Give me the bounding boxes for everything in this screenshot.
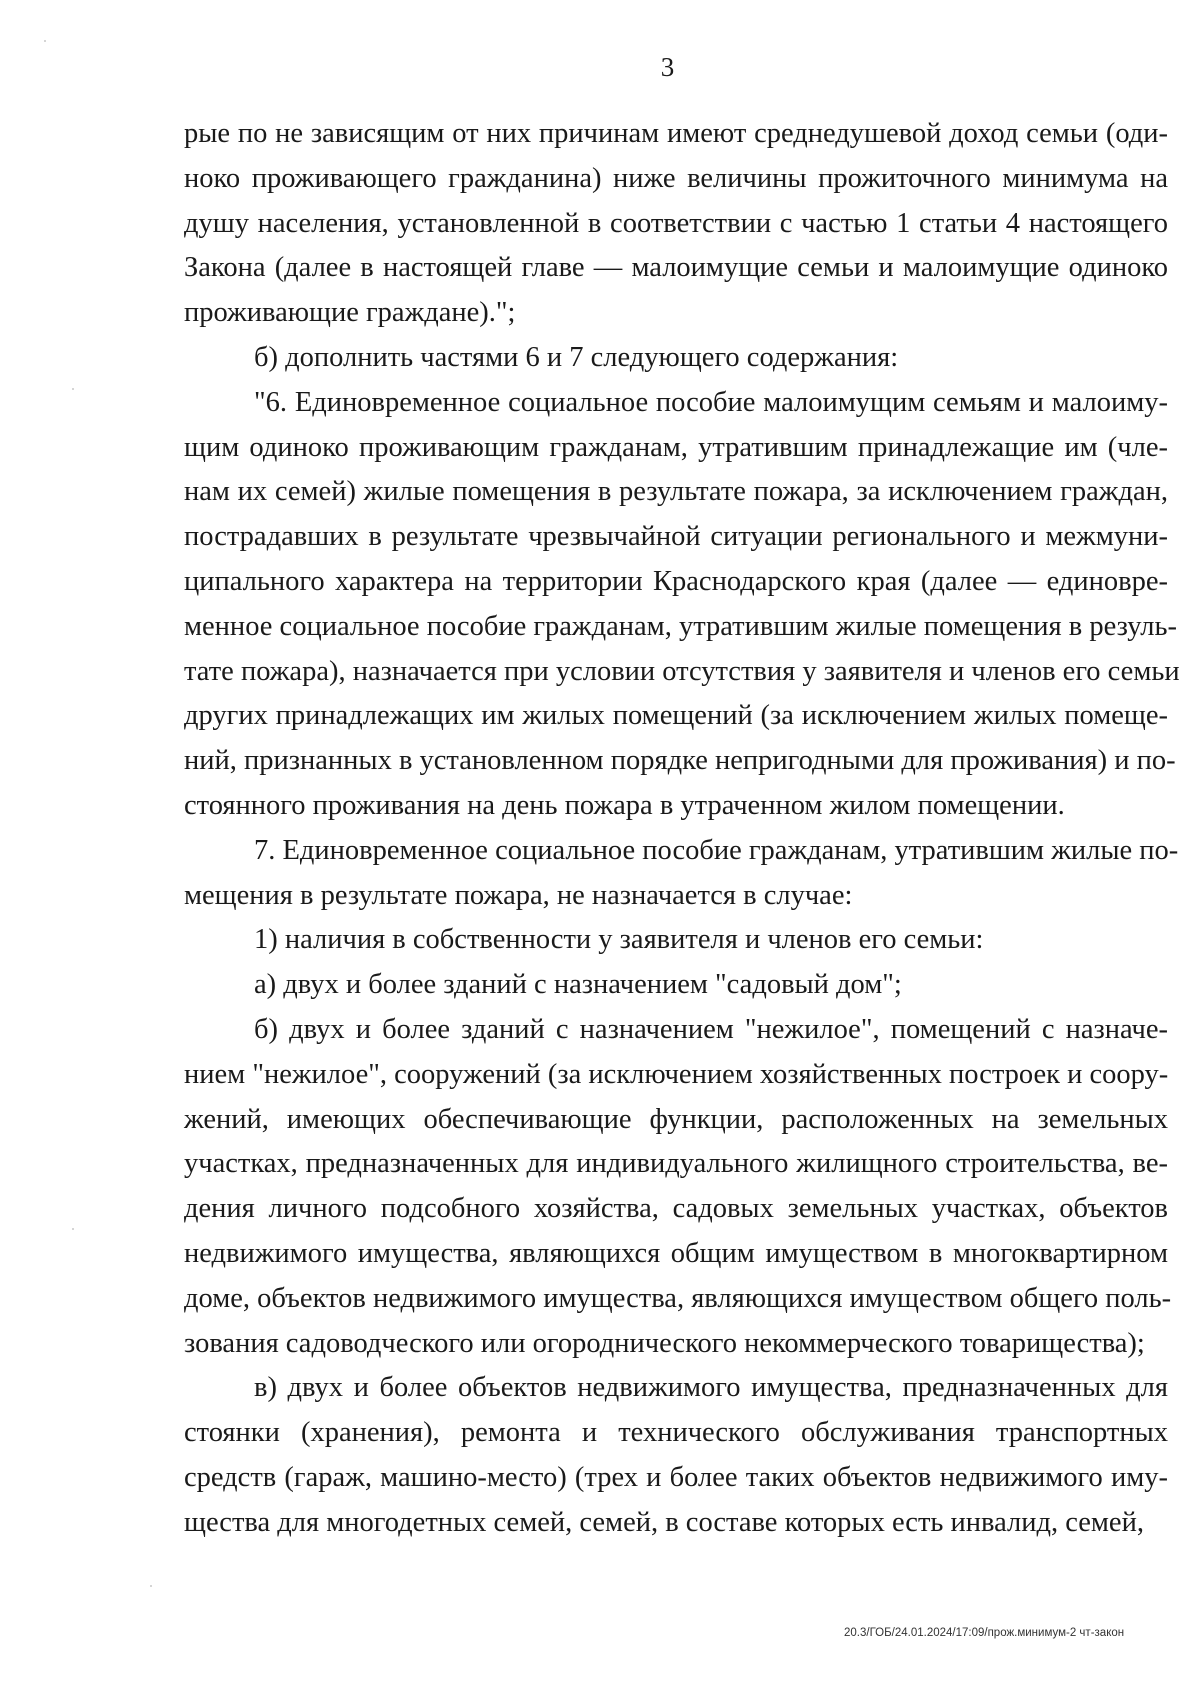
paragraph <box>184 1366 1168 1545</box>
scan-speck <box>72 1228 74 1230</box>
text-line: ний, признанных в установленном порядке непригодными для проживания) и по- <box>184 745 1176 777</box>
text-line: б) двух и более зданий с назначением "нежилое", помещений с назначе- <box>254 1013 1168 1045</box>
text-line: средств (гараж, машино-место) (трех и более таких объектов недвижимого иму- <box>184 1461 1168 1493</box>
text-line: ципального характера на территории Краснодарского края (далее — единовре- <box>184 565 1168 597</box>
scan-speck <box>44 40 46 42</box>
text-line: жений, имеющих обеспечивающие функции, расположенных на земельных <box>184 1103 1168 1135</box>
text-line: недвижимого имущества, являющихся общим имуществом в многоквартирном <box>184 1237 1168 1269</box>
paragraph <box>184 918 1168 963</box>
text-line: стоянки (хранения), ремонта и технического обслуживания транспортных <box>184 1417 1168 1449</box>
text-line: 1) наличия в собственности у заявителя и членов его семьи: <box>254 924 984 956</box>
text-line: Закона (далее в настоящей главе — малоимущие семьи и малоимущие одиноко <box>184 252 1168 284</box>
text-line: щим одиноко проживающим гражданам, утратившим принадлежащие им (чле- <box>184 431 1168 463</box>
scan-speck <box>72 388 74 390</box>
page-number: 3 <box>660 52 675 82</box>
text-line: нием "нежилое", сооружений (за исключением хозяйственных построек и соору- <box>184 1058 1169 1090</box>
text-line: щества для многодетных семей, семей, в составе которых есть инвалид, семей, <box>184 1506 1144 1538</box>
paragraph <box>184 381 1180 829</box>
text-line: стоянного проживания на день пожара в утраченном жилом помещении. <box>184 789 1065 821</box>
text-line: а) двух и более зданий с назначением "садовый дом"; <box>254 969 902 1001</box>
text-line: рые по не зависящим от них причинам имеют среднедушевой доход семьи (оди- <box>184 118 1168 149</box>
text-line: проживающие граждане)."; <box>184 297 516 329</box>
text-line: доме, объектов недвижимого имущества, являющихся имуществом общего поль- <box>184 1282 1172 1314</box>
text-line: зования садоводческого или огороднического некоммерческого товарищества); <box>184 1327 1145 1359</box>
paragraph <box>184 963 1168 1008</box>
paragraph <box>184 112 1168 336</box>
text-line: 7. Единовременное социальное пособие гражданам, утратившим жилые по- <box>254 834 1179 866</box>
paragraph <box>184 1008 1172 1366</box>
text-line: менное социальное пособие гражданам, утратившим жилые помещения в резуль- <box>184 610 1177 642</box>
text-line: "6. Единовременное социальное пособие малоимущим семьям и малоиму- <box>254 386 1168 418</box>
scan-speck <box>150 1585 152 1587</box>
text-line: мещения в результате пожара, не назначается в случае: <box>184 879 853 911</box>
text-line: других принадлежащих им жилых помещений (за исключением жилых помеще- <box>184 700 1168 732</box>
text-line: нам их семей) жилые помещения в результате пожара, за исключением граждан, <box>184 476 1168 508</box>
paragraph <box>184 336 1168 381</box>
text-line: участках, предназначенных для индивидуального жилищного строительства, ве- <box>184 1148 1168 1180</box>
text-line: пострадавших в результате чрезвычайной ситуации регионального и межмуни- <box>184 521 1168 553</box>
text-line: дения личного подсобного хозяйства, садовых земельных участках, объектов <box>184 1193 1168 1225</box>
text-line: тате пожара), назначается при условии отсутствия у заявителя и членов его семьи <box>184 655 1180 687</box>
text-line: в) двух и более объектов недвижимого имущества, предназначенных для <box>254 1372 1168 1404</box>
document-footer-code: 20.3/ГОБ/24.01.2024/17:09/прож.минимум-2 чт-закон <box>844 1627 1125 1639</box>
text-line: ноко проживающего гражданина) ниже величины прожиточного минимума на <box>184 162 1168 194</box>
text-line: душу населения, установленной в соответствии с частью 1 статьи 4 настоящего <box>184 207 1168 239</box>
document-body <box>184 112 1180 1546</box>
text-line: б) дополнить частями 6 и 7 следующего содержания: <box>254 341 899 373</box>
paragraph <box>184 829 1179 919</box>
